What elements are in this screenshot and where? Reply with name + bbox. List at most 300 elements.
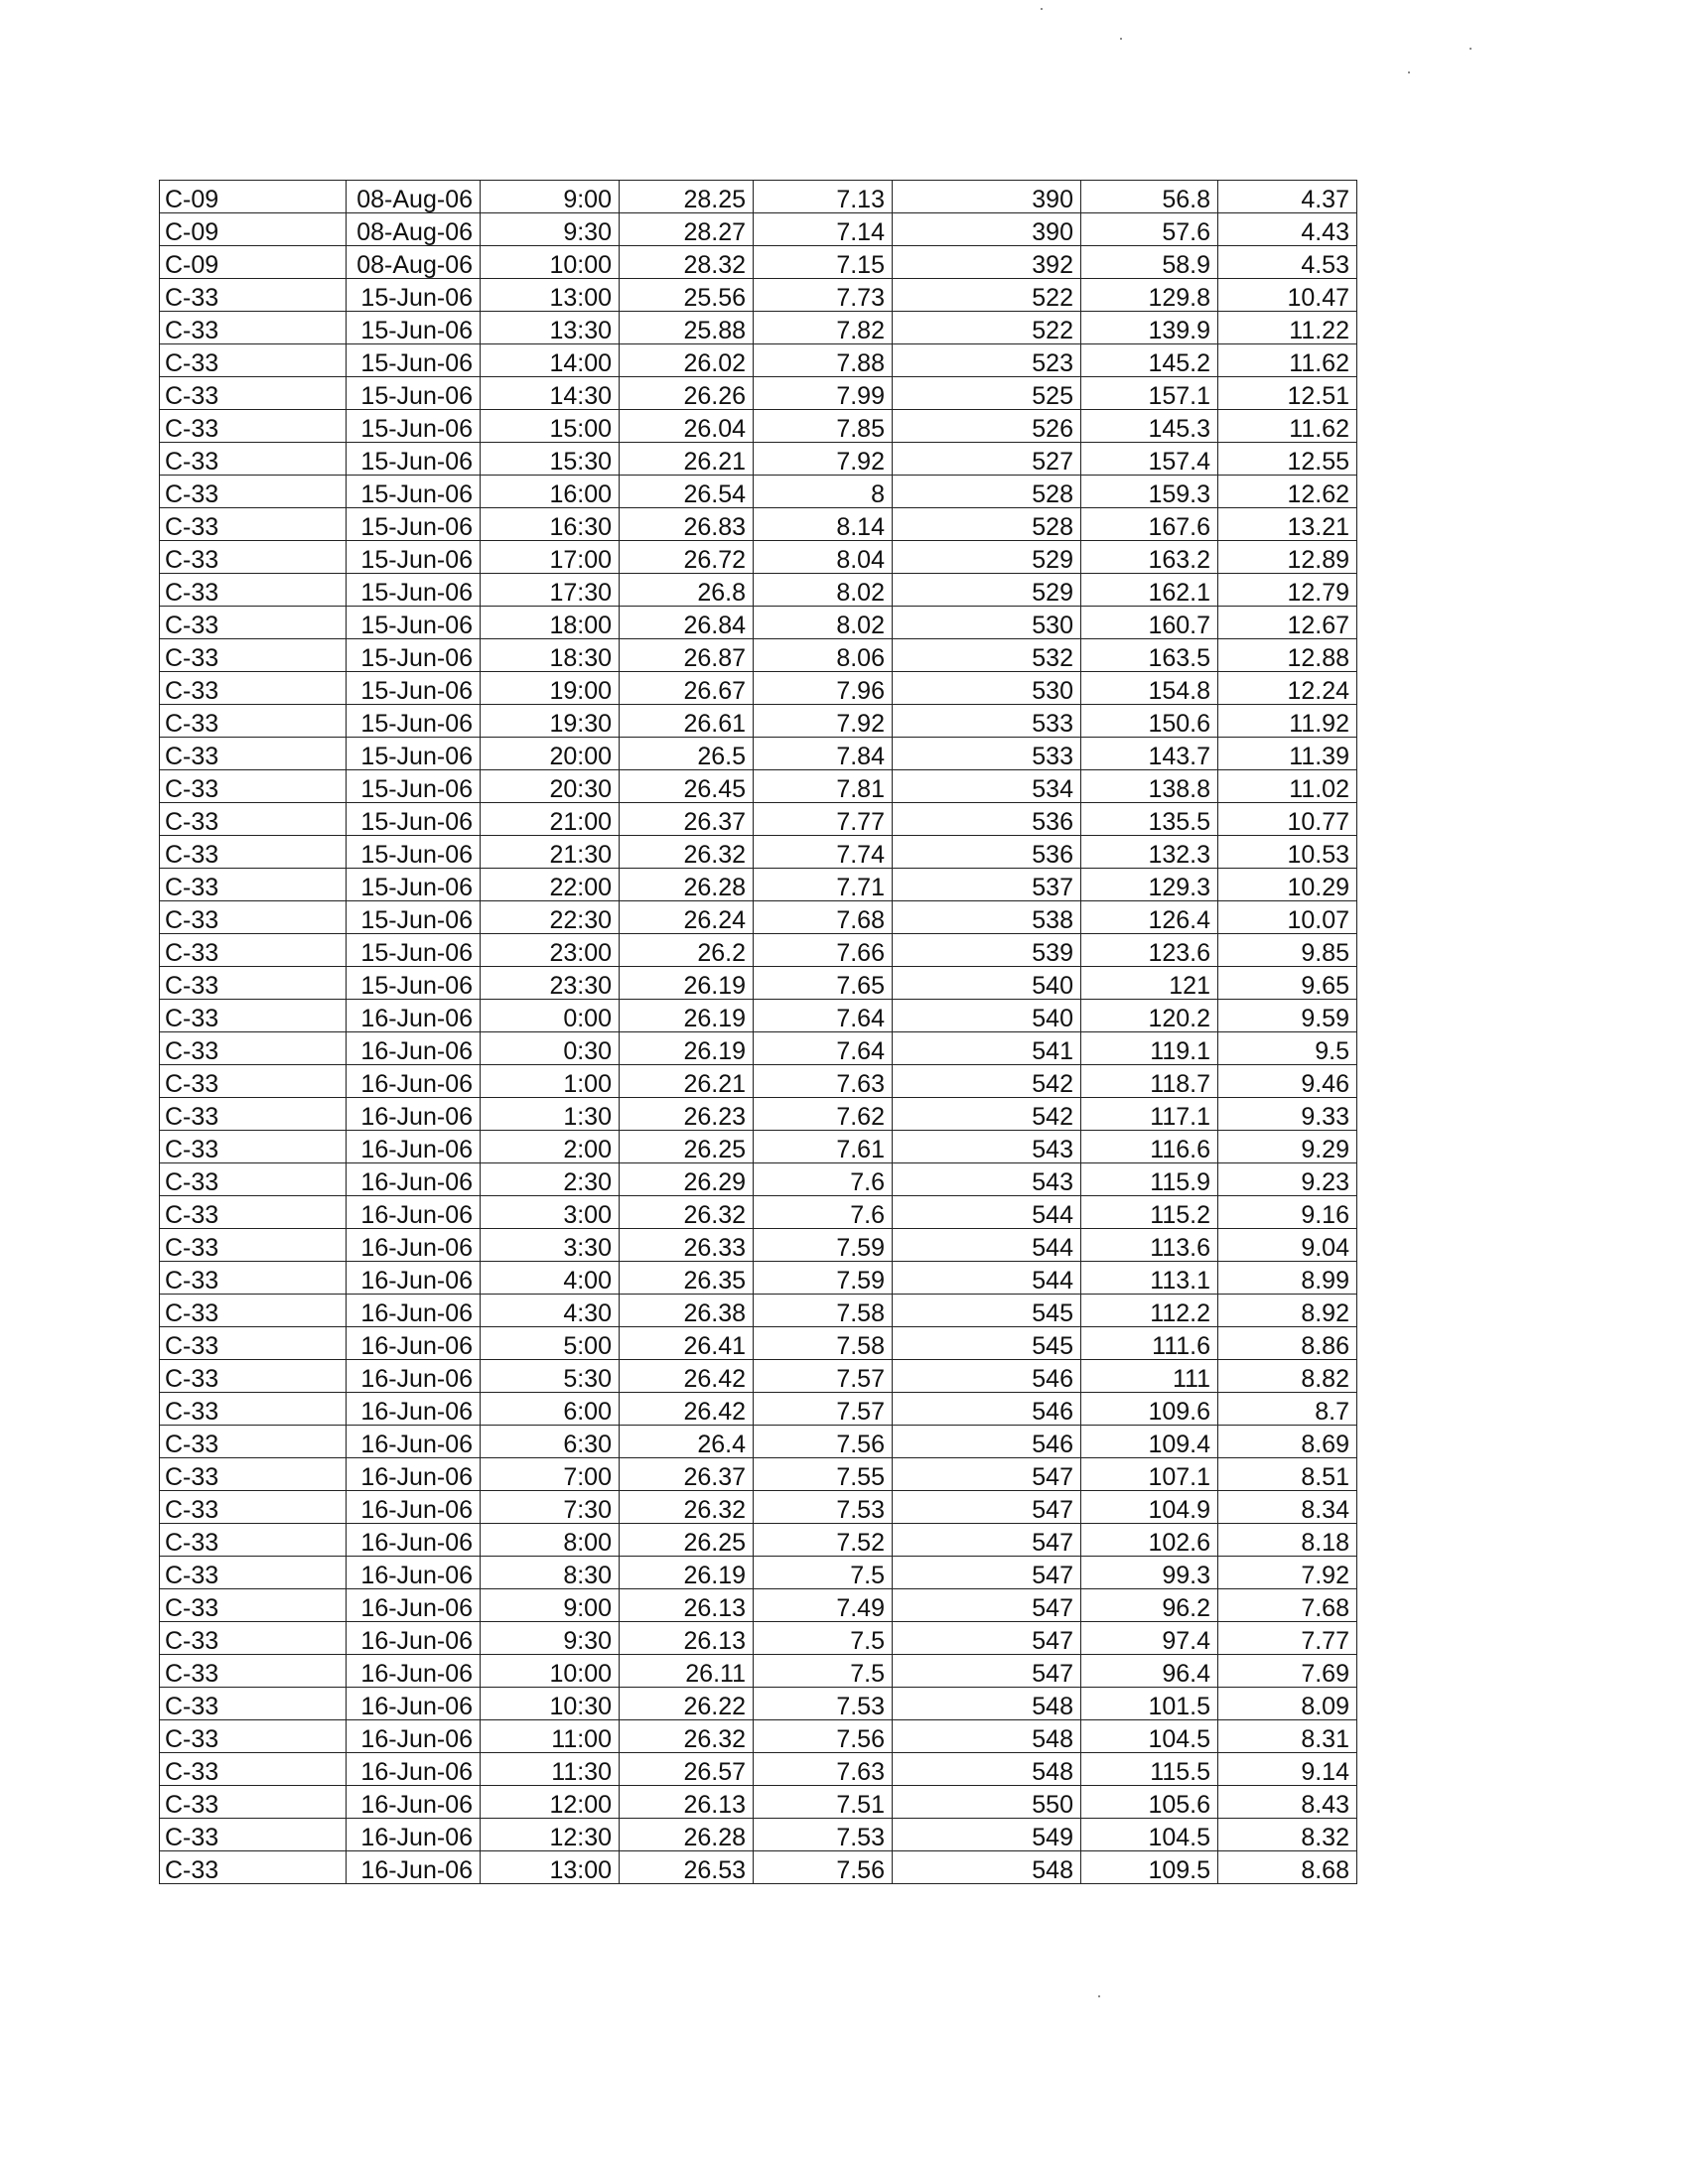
value-e-cell: 11.22 bbox=[1218, 312, 1357, 344]
time-cell: 16:00 bbox=[481, 476, 620, 508]
site-id-cell: C-33 bbox=[160, 1720, 347, 1753]
time-cell: 16:30 bbox=[481, 508, 620, 541]
date-cell: 16-Jun-06 bbox=[347, 1819, 481, 1851]
value-d-cell: 162.1 bbox=[1081, 574, 1218, 607]
time-cell: 5:30 bbox=[481, 1360, 620, 1393]
value-a-cell: 26.19 bbox=[620, 1032, 754, 1065]
value-c-cell: 537 bbox=[893, 869, 1081, 901]
data-table bbox=[159, 180, 1357, 1884]
site-id-cell: C-33 bbox=[160, 1393, 347, 1426]
value-d-cell: 157.1 bbox=[1081, 377, 1218, 410]
date-cell: 16-Jun-06 bbox=[347, 1065, 481, 1098]
site-id-cell: C-33 bbox=[160, 607, 347, 639]
time-cell: 19:00 bbox=[481, 672, 620, 705]
table-row bbox=[160, 1327, 1357, 1360]
value-c-cell: 544 bbox=[893, 1229, 1081, 1262]
value-b-cell: 7.82 bbox=[754, 312, 893, 344]
time-cell: 4:30 bbox=[481, 1295, 620, 1327]
table-body bbox=[160, 181, 1357, 1884]
value-b-cell: 7.61 bbox=[754, 1131, 893, 1163]
time-cell: 1:00 bbox=[481, 1065, 620, 1098]
site-id-cell: C-33 bbox=[160, 1688, 347, 1720]
date-cell: 15-Jun-06 bbox=[347, 410, 481, 443]
table-row bbox=[160, 639, 1357, 672]
date-cell: 15-Jun-06 bbox=[347, 443, 481, 476]
value-c-cell: 533 bbox=[893, 705, 1081, 738]
site-id-cell: C-33 bbox=[160, 1065, 347, 1098]
value-d-cell: 150.6 bbox=[1081, 705, 1218, 738]
table-row bbox=[160, 738, 1357, 770]
date-cell: 15-Jun-06 bbox=[347, 344, 481, 377]
value-d-cell: 132.3 bbox=[1081, 836, 1218, 869]
value-d-cell: 104.5 bbox=[1081, 1819, 1218, 1851]
value-c-cell: 548 bbox=[893, 1753, 1081, 1786]
value-c-cell: 530 bbox=[893, 607, 1081, 639]
value-e-cell: 8.32 bbox=[1218, 1819, 1357, 1851]
value-b-cell: 7.15 bbox=[754, 246, 893, 279]
value-c-cell: 546 bbox=[893, 1426, 1081, 1458]
value-b-cell: 7.59 bbox=[754, 1262, 893, 1295]
value-c-cell: 543 bbox=[893, 1163, 1081, 1196]
site-id-cell: C-33 bbox=[160, 705, 347, 738]
value-a-cell: 26.04 bbox=[620, 410, 754, 443]
value-b-cell: 8.14 bbox=[754, 508, 893, 541]
table-row bbox=[160, 1786, 1357, 1819]
time-cell: 9:30 bbox=[481, 1622, 620, 1655]
time-cell: 17:00 bbox=[481, 541, 620, 574]
value-a-cell: 26.42 bbox=[620, 1393, 754, 1426]
time-cell: 1:30 bbox=[481, 1098, 620, 1131]
site-id-cell: C-33 bbox=[160, 1819, 347, 1851]
table-row bbox=[160, 279, 1357, 312]
value-e-cell: 8.43 bbox=[1218, 1786, 1357, 1819]
value-d-cell: 115.2 bbox=[1081, 1196, 1218, 1229]
value-e-cell: 12.79 bbox=[1218, 574, 1357, 607]
site-id-cell: C-33 bbox=[160, 476, 347, 508]
site-id-cell: C-33 bbox=[160, 1327, 347, 1360]
site-id-cell: C-33 bbox=[160, 1753, 347, 1786]
time-cell: 9:00 bbox=[481, 1589, 620, 1622]
value-a-cell: 26.19 bbox=[620, 1000, 754, 1032]
value-c-cell: 550 bbox=[893, 1786, 1081, 1819]
value-a-cell: 26.19 bbox=[620, 1557, 754, 1589]
value-c-cell: 544 bbox=[893, 1196, 1081, 1229]
date-cell: 15-Jun-06 bbox=[347, 476, 481, 508]
site-id-cell: C-33 bbox=[160, 1622, 347, 1655]
date-cell: 16-Jun-06 bbox=[347, 1262, 481, 1295]
value-e-cell: 8.09 bbox=[1218, 1688, 1357, 1720]
value-b-cell: 7.68 bbox=[754, 901, 893, 934]
value-e-cell: 9.23 bbox=[1218, 1163, 1357, 1196]
date-cell: 16-Jun-06 bbox=[347, 1327, 481, 1360]
value-d-cell: 107.1 bbox=[1081, 1458, 1218, 1491]
value-e-cell: 10.53 bbox=[1218, 836, 1357, 869]
value-a-cell: 26.42 bbox=[620, 1360, 754, 1393]
site-id-cell: C-33 bbox=[160, 934, 347, 967]
value-e-cell: 12.88 bbox=[1218, 639, 1357, 672]
value-e-cell: 4.37 bbox=[1218, 181, 1357, 213]
table-row bbox=[160, 1229, 1357, 1262]
value-e-cell: 8.7 bbox=[1218, 1393, 1357, 1426]
value-c-cell: 538 bbox=[893, 901, 1081, 934]
value-d-cell: 109.6 bbox=[1081, 1393, 1218, 1426]
value-a-cell: 26.32 bbox=[620, 1196, 754, 1229]
site-id-cell: C-33 bbox=[160, 1196, 347, 1229]
value-b-cell: 8.02 bbox=[754, 574, 893, 607]
site-id-cell: C-33 bbox=[160, 1360, 347, 1393]
value-d-cell: 154.8 bbox=[1081, 672, 1218, 705]
time-cell: 3:00 bbox=[481, 1196, 620, 1229]
value-a-cell: 26.87 bbox=[620, 639, 754, 672]
value-c-cell: 540 bbox=[893, 1000, 1081, 1032]
value-e-cell: 9.04 bbox=[1218, 1229, 1357, 1262]
value-d-cell: 109.5 bbox=[1081, 1851, 1218, 1884]
table-row bbox=[160, 1098, 1357, 1131]
table-row bbox=[160, 541, 1357, 574]
value-e-cell: 11.92 bbox=[1218, 705, 1357, 738]
site-id-cell: C-33 bbox=[160, 836, 347, 869]
table-row bbox=[160, 607, 1357, 639]
value-e-cell: 8.18 bbox=[1218, 1524, 1357, 1557]
time-cell: 21:30 bbox=[481, 836, 620, 869]
site-id-cell: C-33 bbox=[160, 1098, 347, 1131]
scan-speck bbox=[1120, 38, 1122, 40]
site-id-cell: C-33 bbox=[160, 443, 347, 476]
value-c-cell: 536 bbox=[893, 836, 1081, 869]
date-cell: 16-Jun-06 bbox=[347, 1622, 481, 1655]
value-a-cell: 26.4 bbox=[620, 1426, 754, 1458]
value-d-cell: 123.6 bbox=[1081, 934, 1218, 967]
value-c-cell: 522 bbox=[893, 279, 1081, 312]
value-d-cell: 139.9 bbox=[1081, 312, 1218, 344]
value-c-cell: 528 bbox=[893, 476, 1081, 508]
date-cell: 15-Jun-06 bbox=[347, 279, 481, 312]
value-c-cell: 530 bbox=[893, 672, 1081, 705]
time-cell: 12:30 bbox=[481, 1819, 620, 1851]
time-cell: 22:00 bbox=[481, 869, 620, 901]
value-d-cell: 119.1 bbox=[1081, 1032, 1218, 1065]
value-b-cell: 7.5 bbox=[754, 1557, 893, 1589]
value-b-cell: 7.64 bbox=[754, 1032, 893, 1065]
table-row bbox=[160, 1491, 1357, 1524]
time-cell: 21:00 bbox=[481, 803, 620, 836]
site-id-cell: C-33 bbox=[160, 869, 347, 901]
date-cell: 16-Jun-06 bbox=[347, 1098, 481, 1131]
value-d-cell: 104.9 bbox=[1081, 1491, 1218, 1524]
date-cell: 15-Jun-06 bbox=[347, 705, 481, 738]
time-cell: 9:00 bbox=[481, 181, 620, 213]
value-e-cell: 11.39 bbox=[1218, 738, 1357, 770]
value-c-cell: 547 bbox=[893, 1458, 1081, 1491]
value-d-cell: 57.6 bbox=[1081, 213, 1218, 246]
value-b-cell: 7.56 bbox=[754, 1426, 893, 1458]
table-row bbox=[160, 1393, 1357, 1426]
value-d-cell: 104.5 bbox=[1081, 1720, 1218, 1753]
value-a-cell: 26.28 bbox=[620, 869, 754, 901]
table-row bbox=[160, 443, 1357, 476]
site-id-cell: C-33 bbox=[160, 901, 347, 934]
value-d-cell: 56.8 bbox=[1081, 181, 1218, 213]
value-c-cell: 541 bbox=[893, 1032, 1081, 1065]
value-c-cell: 390 bbox=[893, 213, 1081, 246]
table-row bbox=[160, 869, 1357, 901]
value-b-cell: 8.02 bbox=[754, 607, 893, 639]
table-row bbox=[160, 1688, 1357, 1720]
value-a-cell: 25.88 bbox=[620, 312, 754, 344]
value-e-cell: 7.77 bbox=[1218, 1622, 1357, 1655]
site-id-cell: C-09 bbox=[160, 181, 347, 213]
time-cell: 7:30 bbox=[481, 1491, 620, 1524]
value-b-cell: 7.53 bbox=[754, 1819, 893, 1851]
table-row bbox=[160, 1065, 1357, 1098]
value-b-cell: 8 bbox=[754, 476, 893, 508]
value-d-cell: 129.8 bbox=[1081, 279, 1218, 312]
site-id-cell: C-33 bbox=[160, 1000, 347, 1032]
value-a-cell: 26.23 bbox=[620, 1098, 754, 1131]
value-b-cell: 7.66 bbox=[754, 934, 893, 967]
site-id-cell: C-33 bbox=[160, 279, 347, 312]
time-cell: 10:00 bbox=[481, 1655, 620, 1688]
value-b-cell: 7.92 bbox=[754, 705, 893, 738]
value-e-cell: 12.55 bbox=[1218, 443, 1357, 476]
site-id-cell: C-33 bbox=[160, 312, 347, 344]
value-b-cell: 7.56 bbox=[754, 1720, 893, 1753]
value-e-cell: 10.29 bbox=[1218, 869, 1357, 901]
value-a-cell: 26.25 bbox=[620, 1131, 754, 1163]
value-b-cell: 7.53 bbox=[754, 1688, 893, 1720]
date-cell: 16-Jun-06 bbox=[347, 1655, 481, 1688]
value-d-cell: 116.6 bbox=[1081, 1131, 1218, 1163]
table-row bbox=[160, 672, 1357, 705]
date-cell: 15-Jun-06 bbox=[347, 312, 481, 344]
value-a-cell: 26.53 bbox=[620, 1851, 754, 1884]
value-b-cell: 7.55 bbox=[754, 1458, 893, 1491]
value-a-cell: 26.24 bbox=[620, 901, 754, 934]
value-d-cell: 117.1 bbox=[1081, 1098, 1218, 1131]
value-c-cell: 547 bbox=[893, 1491, 1081, 1524]
value-b-cell: 7.99 bbox=[754, 377, 893, 410]
date-cell: 15-Jun-06 bbox=[347, 836, 481, 869]
time-cell: 15:30 bbox=[481, 443, 620, 476]
value-d-cell: 138.8 bbox=[1081, 770, 1218, 803]
table-row bbox=[160, 1589, 1357, 1622]
time-cell: 5:00 bbox=[481, 1327, 620, 1360]
value-b-cell: 7.74 bbox=[754, 836, 893, 869]
site-id-cell: C-33 bbox=[160, 1655, 347, 1688]
site-id-cell: C-09 bbox=[160, 213, 347, 246]
value-e-cell: 7.92 bbox=[1218, 1557, 1357, 1589]
value-b-cell: 7.58 bbox=[754, 1295, 893, 1327]
date-cell: 16-Jun-06 bbox=[347, 1032, 481, 1065]
scan-speck bbox=[1041, 8, 1043, 10]
table-row bbox=[160, 1262, 1357, 1295]
value-a-cell: 26.84 bbox=[620, 607, 754, 639]
date-cell: 16-Jun-06 bbox=[347, 1557, 481, 1589]
time-cell: 22:30 bbox=[481, 901, 620, 934]
value-d-cell: 111 bbox=[1081, 1360, 1218, 1393]
time-cell: 13:30 bbox=[481, 312, 620, 344]
date-cell: 16-Jun-06 bbox=[347, 1851, 481, 1884]
value-a-cell: 28.27 bbox=[620, 213, 754, 246]
table-row bbox=[160, 836, 1357, 869]
value-a-cell: 26.19 bbox=[620, 967, 754, 1000]
time-cell: 11:00 bbox=[481, 1720, 620, 1753]
time-cell: 2:00 bbox=[481, 1131, 620, 1163]
time-cell: 23:00 bbox=[481, 934, 620, 967]
value-a-cell: 26.13 bbox=[620, 1622, 754, 1655]
table-row bbox=[160, 1360, 1357, 1393]
date-cell: 15-Jun-06 bbox=[347, 967, 481, 1000]
value-d-cell: 160.7 bbox=[1081, 607, 1218, 639]
site-id-cell: C-33 bbox=[160, 1491, 347, 1524]
value-a-cell: 26.13 bbox=[620, 1786, 754, 1819]
scan-speck bbox=[1408, 71, 1410, 73]
site-id-cell: C-33 bbox=[160, 508, 347, 541]
table-row bbox=[160, 1557, 1357, 1589]
table-row bbox=[160, 1753, 1357, 1786]
site-id-cell: C-33 bbox=[160, 738, 347, 770]
value-b-cell: 7.53 bbox=[754, 1491, 893, 1524]
time-cell: 3:30 bbox=[481, 1229, 620, 1262]
date-cell: 16-Jun-06 bbox=[347, 1720, 481, 1753]
site-id-cell: C-33 bbox=[160, 672, 347, 705]
value-a-cell: 26.11 bbox=[620, 1655, 754, 1688]
time-cell: 13:00 bbox=[481, 279, 620, 312]
value-b-cell: 7.59 bbox=[754, 1229, 893, 1262]
value-c-cell: 532 bbox=[893, 639, 1081, 672]
value-e-cell: 11.02 bbox=[1218, 770, 1357, 803]
table-row bbox=[160, 1524, 1357, 1557]
time-cell: 18:30 bbox=[481, 639, 620, 672]
table-row bbox=[160, 1295, 1357, 1327]
time-cell: 15:00 bbox=[481, 410, 620, 443]
value-b-cell: 7.56 bbox=[754, 1851, 893, 1884]
value-d-cell: 111.6 bbox=[1081, 1327, 1218, 1360]
date-cell: 16-Jun-06 bbox=[347, 1786, 481, 1819]
value-e-cell: 12.67 bbox=[1218, 607, 1357, 639]
value-c-cell: 527 bbox=[893, 443, 1081, 476]
table-row bbox=[160, 770, 1357, 803]
site-id-cell: C-33 bbox=[160, 541, 347, 574]
value-a-cell: 26.8 bbox=[620, 574, 754, 607]
value-e-cell: 11.62 bbox=[1218, 410, 1357, 443]
value-e-cell: 8.92 bbox=[1218, 1295, 1357, 1327]
value-d-cell: 143.7 bbox=[1081, 738, 1218, 770]
time-cell: 2:30 bbox=[481, 1163, 620, 1196]
date-cell: 15-Jun-06 bbox=[347, 901, 481, 934]
value-a-cell: 26.2 bbox=[620, 934, 754, 967]
value-e-cell: 8.99 bbox=[1218, 1262, 1357, 1295]
value-b-cell: 7.77 bbox=[754, 803, 893, 836]
value-d-cell: 163.2 bbox=[1081, 541, 1218, 574]
table-row bbox=[160, 1196, 1357, 1229]
date-cell: 15-Jun-06 bbox=[347, 377, 481, 410]
value-b-cell: 7.73 bbox=[754, 279, 893, 312]
value-e-cell: 12.24 bbox=[1218, 672, 1357, 705]
time-cell: 12:00 bbox=[481, 1786, 620, 1819]
value-b-cell: 7.88 bbox=[754, 344, 893, 377]
value-e-cell: 10.47 bbox=[1218, 279, 1357, 312]
value-a-cell: 26.57 bbox=[620, 1753, 754, 1786]
value-c-cell: 522 bbox=[893, 312, 1081, 344]
site-id-cell: C-33 bbox=[160, 639, 347, 672]
date-cell: 16-Jun-06 bbox=[347, 1196, 481, 1229]
value-b-cell: 7.14 bbox=[754, 213, 893, 246]
date-cell: 08-Aug-06 bbox=[347, 246, 481, 279]
table-row bbox=[160, 1000, 1357, 1032]
value-b-cell: 7.6 bbox=[754, 1163, 893, 1196]
value-e-cell: 9.16 bbox=[1218, 1196, 1357, 1229]
table-row bbox=[160, 1426, 1357, 1458]
table-row bbox=[160, 312, 1357, 344]
table-row bbox=[160, 705, 1357, 738]
table-row bbox=[160, 213, 1357, 246]
value-e-cell: 10.07 bbox=[1218, 901, 1357, 934]
time-cell: 0:00 bbox=[481, 1000, 620, 1032]
site-id-cell: C-09 bbox=[160, 246, 347, 279]
value-e-cell: 8.34 bbox=[1218, 1491, 1357, 1524]
date-cell: 15-Jun-06 bbox=[347, 574, 481, 607]
date-cell: 15-Jun-06 bbox=[347, 869, 481, 901]
value-e-cell: 8.69 bbox=[1218, 1426, 1357, 1458]
value-d-cell: 105.6 bbox=[1081, 1786, 1218, 1819]
table-row bbox=[160, 967, 1357, 1000]
value-e-cell: 9.5 bbox=[1218, 1032, 1357, 1065]
value-d-cell: 97.4 bbox=[1081, 1622, 1218, 1655]
value-a-cell: 26.45 bbox=[620, 770, 754, 803]
time-cell: 10:30 bbox=[481, 1688, 620, 1720]
value-c-cell: 528 bbox=[893, 508, 1081, 541]
value-d-cell: 145.2 bbox=[1081, 344, 1218, 377]
time-cell: 14:00 bbox=[481, 344, 620, 377]
value-b-cell: 7.5 bbox=[754, 1655, 893, 1688]
time-cell: 14:30 bbox=[481, 377, 620, 410]
time-cell: 8:00 bbox=[481, 1524, 620, 1557]
value-e-cell: 10.77 bbox=[1218, 803, 1357, 836]
value-c-cell: 525 bbox=[893, 377, 1081, 410]
value-d-cell: 115.9 bbox=[1081, 1163, 1218, 1196]
time-cell: 9:30 bbox=[481, 213, 620, 246]
value-c-cell: 547 bbox=[893, 1622, 1081, 1655]
value-d-cell: 96.4 bbox=[1081, 1655, 1218, 1688]
value-c-cell: 542 bbox=[893, 1098, 1081, 1131]
value-a-cell: 26.21 bbox=[620, 443, 754, 476]
value-e-cell: 8.82 bbox=[1218, 1360, 1357, 1393]
date-cell: 15-Jun-06 bbox=[347, 672, 481, 705]
date-cell: 15-Jun-06 bbox=[347, 607, 481, 639]
value-a-cell: 26.25 bbox=[620, 1524, 754, 1557]
value-a-cell: 26.32 bbox=[620, 836, 754, 869]
value-c-cell: 549 bbox=[893, 1819, 1081, 1851]
value-e-cell: 7.69 bbox=[1218, 1655, 1357, 1688]
value-e-cell: 11.62 bbox=[1218, 344, 1357, 377]
table-row bbox=[160, 508, 1357, 541]
table-row bbox=[160, 1851, 1357, 1884]
time-cell: 17:30 bbox=[481, 574, 620, 607]
value-b-cell: 7.13 bbox=[754, 181, 893, 213]
value-e-cell: 12.62 bbox=[1218, 476, 1357, 508]
value-c-cell: 547 bbox=[893, 1524, 1081, 1557]
site-id-cell: C-33 bbox=[160, 1131, 347, 1163]
date-cell: 15-Jun-06 bbox=[347, 508, 481, 541]
date-cell: 15-Jun-06 bbox=[347, 770, 481, 803]
value-b-cell: 7.92 bbox=[754, 443, 893, 476]
value-e-cell: 13.21 bbox=[1218, 508, 1357, 541]
time-cell: 20:00 bbox=[481, 738, 620, 770]
value-e-cell: 8.51 bbox=[1218, 1458, 1357, 1491]
value-a-cell: 26.28 bbox=[620, 1819, 754, 1851]
table-row bbox=[160, 934, 1357, 967]
